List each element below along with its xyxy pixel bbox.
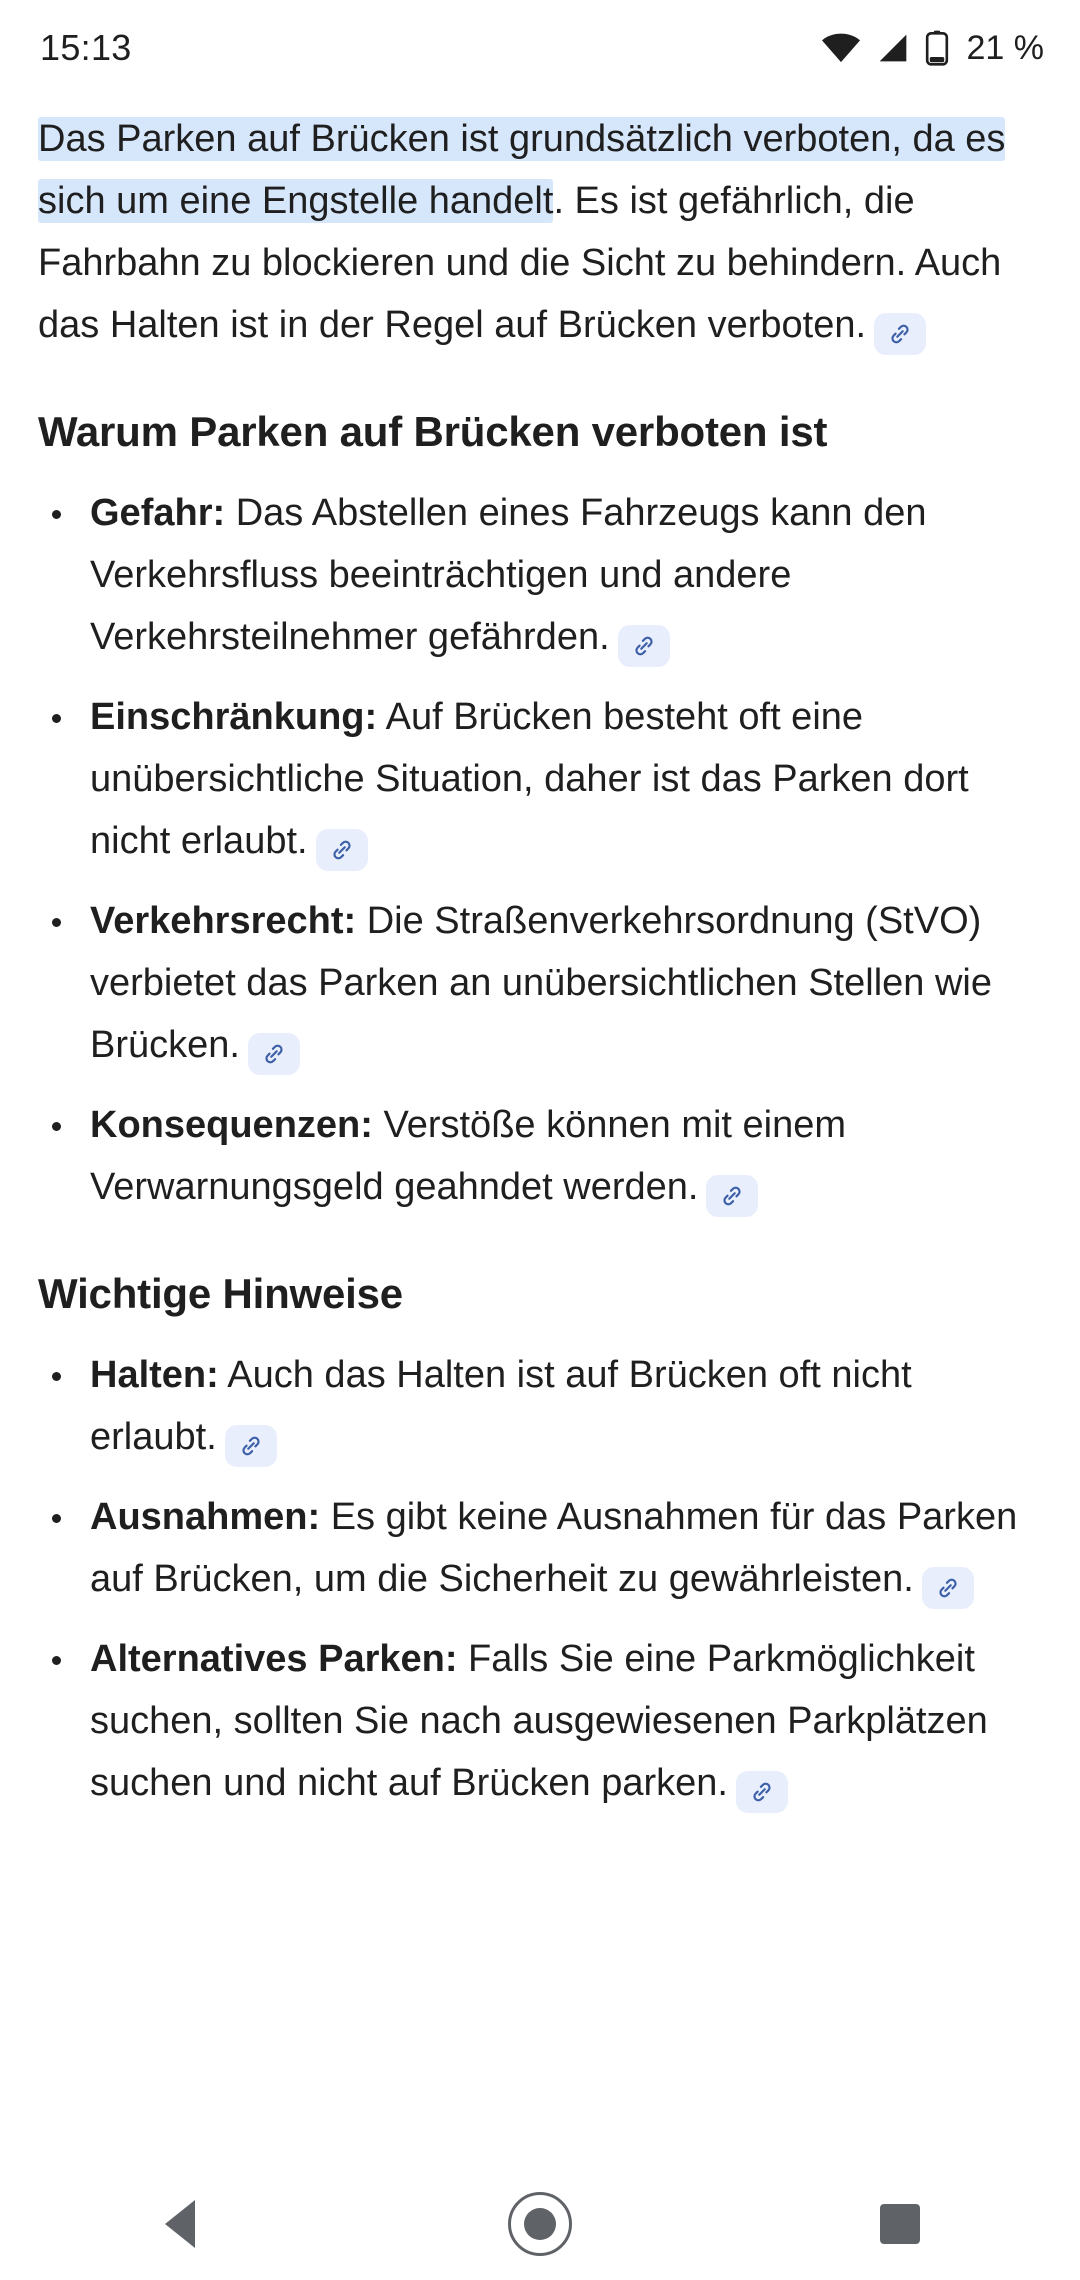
list-item-lead: Konsequenzen: [90,1104,373,1146]
section-list-1 [38,482,1042,1218]
status-bar [0,0,1080,96]
status-indicators [821,29,1045,68]
section-title-1: Warum Parken auf Brücken verboten ist [38,408,828,455]
wifi-icon [821,33,861,63]
list-item [38,686,1042,872]
list-item [38,1344,1042,1468]
back-button[interactable] [110,2168,250,2280]
home-circle-icon [508,2192,572,2256]
list-item-lead: Alternatives Parken: [90,1638,458,1680]
link-icon[interactable] [248,1033,300,1075]
section-list-2 [38,1344,1042,1814]
list-item-text: Falls Sie eine Parkmöglichkeit suchen, sollten Sie nach ausgewiesenen Parkplätzen suchen und nicht auf Brücken parken. [90,1638,988,1804]
home-button[interactable] [470,2168,610,2280]
list-item-text: Auf Brücken besteht oft eine unübersichtliche Situation, daher ist das Parken dort nicht erlaubt. [90,696,969,862]
list-item-lead: Gefahr: [90,492,226,534]
highlighted-text: Das Parken auf Brücken ist grundsätzlich verboten, da es sich um eine Engstelle handelt [38,118,1006,222]
list-item-text: Das Abstellen eines Fahrzeugs kann den Verkehrsfluss beeinträchtigen und andere Verkehrsteilnehmer gefährden. [90,492,927,658]
section-title-2: Wichtige Hinweise [38,1270,403,1317]
intro-paragraph [38,108,1042,356]
recents-button[interactable] [830,2168,970,2280]
navigation-bar [0,2168,1080,2280]
back-triangle-icon [165,2200,195,2248]
list-item [38,890,1042,1076]
list-item-text: Die Straßenverkehrsordnung (StVO) verbietet das Parken an unübersichtlichen Stellen wie Brücken. [90,900,992,1066]
list-item [38,1628,1042,1814]
article-content [0,108,1080,1814]
link-icon[interactable] [316,829,368,871]
list-item-lead: Halten: [90,1354,219,1396]
list-item [38,1094,1042,1218]
list-item-text: Auch das Halten ist auf Brücken oft nicht erlaubt. [90,1354,912,1458]
list-item-lead: Ausnahmen: [90,1496,321,1538]
battery-percentage: 21 % [966,28,1044,67]
list-item-text: Verstöße können mit einem Verwarnungsgeld geahndet werden. [90,1104,847,1208]
link-icon[interactable] [922,1567,974,1609]
link-icon[interactable] [736,1771,788,1813]
recents-square-icon [880,2204,920,2244]
link-icon[interactable] [706,1175,758,1217]
cellular-signal-icon [875,33,911,63]
list-item [38,482,1042,668]
list-item-lead: Einschränkung: [90,696,378,738]
list-item [38,1486,1042,1610]
list-item-text: Es gibt keine Ausnahmen für das Parken auf Brücken, um die Sicherheit zu gewährleisten. [90,1496,1018,1600]
status-clock: 15:13 [40,27,132,68]
link-icon[interactable] [225,1425,277,1467]
link-icon[interactable] [874,313,926,355]
link-icon[interactable] [618,625,670,667]
intro-rest: . Es ist gefährlich, die Fahrbahn zu blockieren und die Sicht zu behindern. Auch das Halten ist in der Regel auf Brücken verboten. [38,180,1002,346]
list-item-lead: Verkehrsrecht: [90,900,357,942]
battery-icon [925,30,949,66]
